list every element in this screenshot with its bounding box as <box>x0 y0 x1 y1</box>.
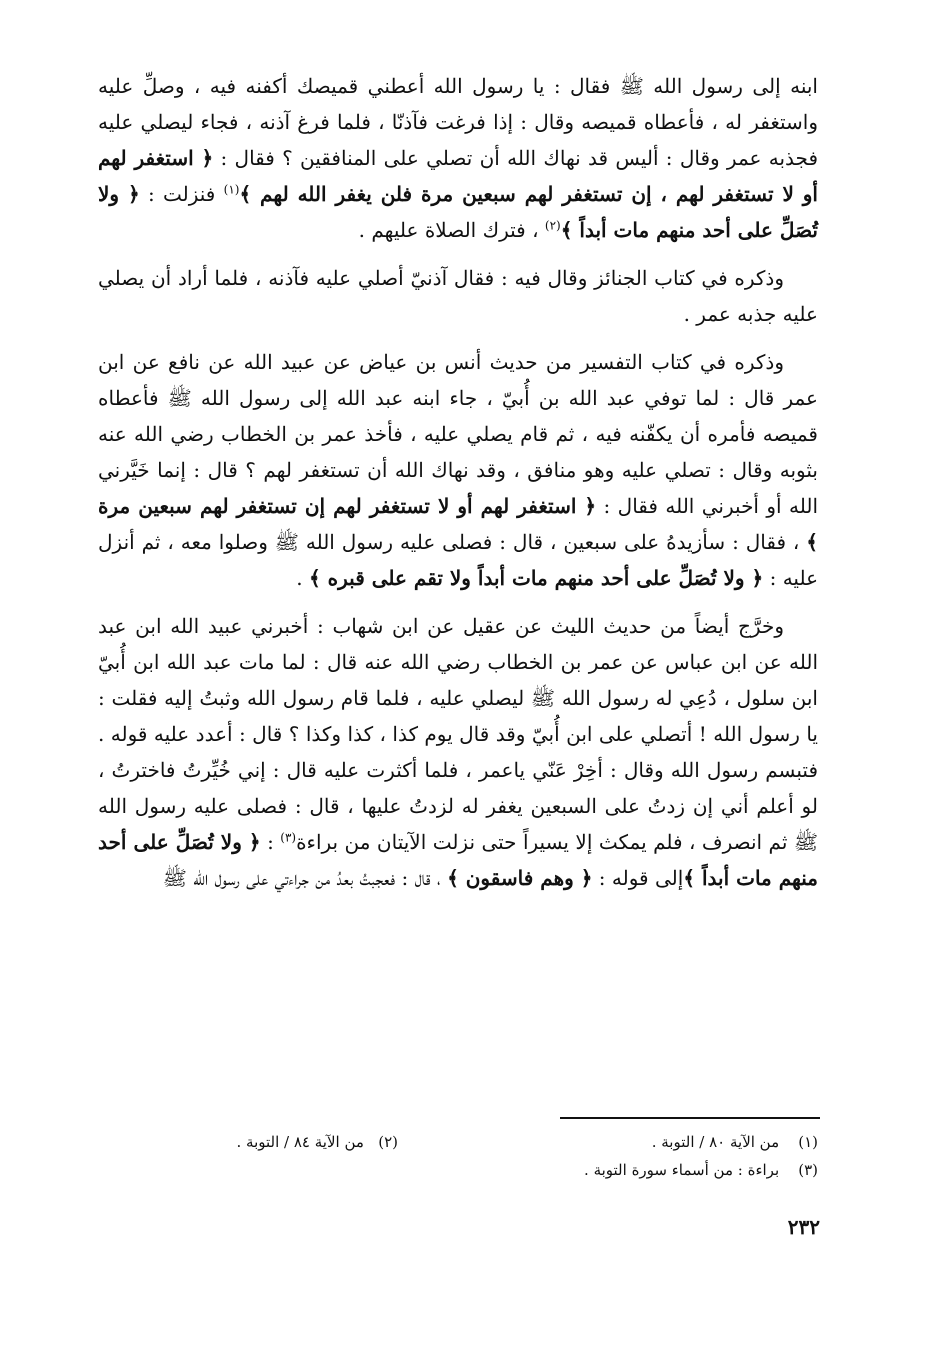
footnote-3-text: براءة : من أسماء سورة التوبة . <box>584 1161 780 1179</box>
body-text: إلى قوله : <box>592 866 684 890</box>
footnote-3 <box>584 1156 818 1184</box>
paragraph <box>98 68 818 248</box>
quranic-verse: ﴿ ولا تُصَلِّ على أحد منهم مات أبداً ﴾ <box>98 182 818 242</box>
body-text: عن ابن عمر قال : لما توفي عبد الله بن أُبيّ ، جاء ابنه عبد الله إلى رسول الله ﷺ <box>98 350 818 410</box>
paragraph <box>98 344 818 596</box>
body-text: أكثرت عليه قال : إني خُيِّرتُ فاخترتُ ، لو أعلم أني إن زدتُ على السبعين يغفر <box>98 758 818 818</box>
footnote-2-text: من الآية ٨٤ / التوبة . <box>236 1133 364 1151</box>
footnote-row <box>98 1156 818 1184</box>
body-text: ابن أُبيّ ابن سلول ، دُعِي له رسول الله ﷺ ليصلي عليه ، فلما قام رسول الله <box>98 650 818 710</box>
body-text: وصلوا معه ، ثم أنزل عليه : <box>98 530 818 590</box>
paragraph <box>98 608 818 896</box>
quranic-verse: ﴿ ولا تُصَلِّ على أحد منهم مات أبداً ﴾ <box>98 830 818 890</box>
body-text: عليه واستغفر له ، فأعطاه قميصه وقال : إذا فرغت فآذنّا ، فلما فرغ آذنه ، فجاء <box>98 74 819 134</box>
footnote-1 <box>398 1128 818 1156</box>
body-text: ، قال : فعجبتُ بعدُ من جراءتي على رسول الله ﷺ <box>162 866 448 890</box>
quranic-verse: ﴿ وهم فاسقون ﴾ <box>447 866 593 890</box>
body-text: ، فقال : سأزيدهُ على سبعين ، قال : فصلى عليه رسول الله ﷺ <box>267 530 807 554</box>
body-text: ليصلي عليه فجذبه عمر وقال : أليس قد نهاك الله أن تصلي على المنافقين ؟ فقال : <box>98 110 819 170</box>
body-text: يسيراً حتى نزلت الآيتان من براءة <box>296 830 569 854</box>
footnote-divider <box>560 1117 820 1119</box>
body-text: فأعطاه قميصه فأمره أن يكفّنه فيه ، ثم قام يصلي عليه ، فأخذ عمر بن الخطاب <box>98 386 818 446</box>
body-text: قال : إنما خَيَّرني الله أو أخبرني الله فقال : <box>98 458 819 518</box>
body-text: عليهم . <box>358 218 419 242</box>
body-text: : <box>260 830 281 854</box>
body-text: وخرَّج أيضاً من حديث الليث عن عقيل عن ابن شهاب : أخبرني عبيد الله <box>161 614 784 638</box>
footnote-2 <box>236 1128 398 1156</box>
body-text: . <box>296 566 309 590</box>
footnote-1-number: (١) <box>798 1133 818 1151</box>
quranic-verse: ﴿ ولا تُصَلِّ على أحد منهم مات أبداً ولا تقم على <box>364 566 764 590</box>
main-text <box>98 68 818 896</box>
footnote-marker: (١) <box>223 182 240 197</box>
quranic-verse: لهم ﴾ <box>239 182 289 206</box>
body-text: وكذا ؟ قال : أعدد عليه قوله . فتبسم رسول الله وقال : أخِرْ عَنّي ياعمر ، فلما <box>98 722 819 782</box>
body-text: ابن عبد الله عن ابن عباس عن عمر بن الخطاب رضي الله عنه قال : لما مات عبد الله <box>98 614 819 674</box>
quranic-verse: ﴿ استغفر لهم أو لا تستغفر لهم ، إن تستغفر لهم سبعين مرة فلن يغفر الله <box>98 146 818 206</box>
page-number: ٢٣٢ <box>787 1215 820 1239</box>
body-text: رضي الله عنه بثوبه وقال : تصلي عليه وهو منافق ، وقد نهاك الله أن تستغفر لهم ؟ <box>98 422 818 482</box>
quranic-verse: لهم سبعين مرة ﴾ <box>98 494 819 554</box>
body-text: ، فترك الصلاة <box>418 218 545 242</box>
body-text: وثبتُ إليه فقلت : يا رسول الله ! أتصلي على ابن أُبيّ وقد قال يوم كذا ، كذا <box>98 686 818 746</box>
footnotes <box>98 1128 818 1184</box>
footnote-marker: (٢) <box>544 218 561 233</box>
body-text: وذكره في كتاب الجنائز وقال فيه : فقال آذنيّ أصلي عليه فآذنه ، فلما أراد <box>171 266 784 290</box>
quranic-verse: ﴿ استغفر لهم أو لا تستغفر لهم إن تستغفر <box>228 494 597 518</box>
footnote-1-text: من الآية ٨٠ / التوبة . <box>651 1133 780 1151</box>
footnote-marker: (٣) <box>280 830 297 845</box>
footnote-3-number: (٣) <box>798 1161 818 1179</box>
paragraph <box>98 260 818 332</box>
body-text: أن يصلي عليه جذبه عمر . <box>98 266 818 326</box>
footnote-row <box>98 1128 818 1156</box>
quranic-verse: قبره ﴾ <box>308 566 365 590</box>
footnote-2-number: (٢) <box>378 1133 398 1151</box>
body-text: ابنه إلى رسول الله ﷺ فقال : يا رسول الله أعطني قميصك أكفنه فيه ، وصلِّ <box>133 74 818 98</box>
body-text: فنزلت : <box>139 182 224 206</box>
body-text: له لزدتُ عليها ، قال : فصلى عليه رسول الله ﷺ ثم انصرف ، فلم يمكث إلا <box>98 794 819 854</box>
body-text: وذكره في كتاب التفسير من حديث أنس بن عياض عن عبيد الله عن نافع <box>159 350 784 374</box>
